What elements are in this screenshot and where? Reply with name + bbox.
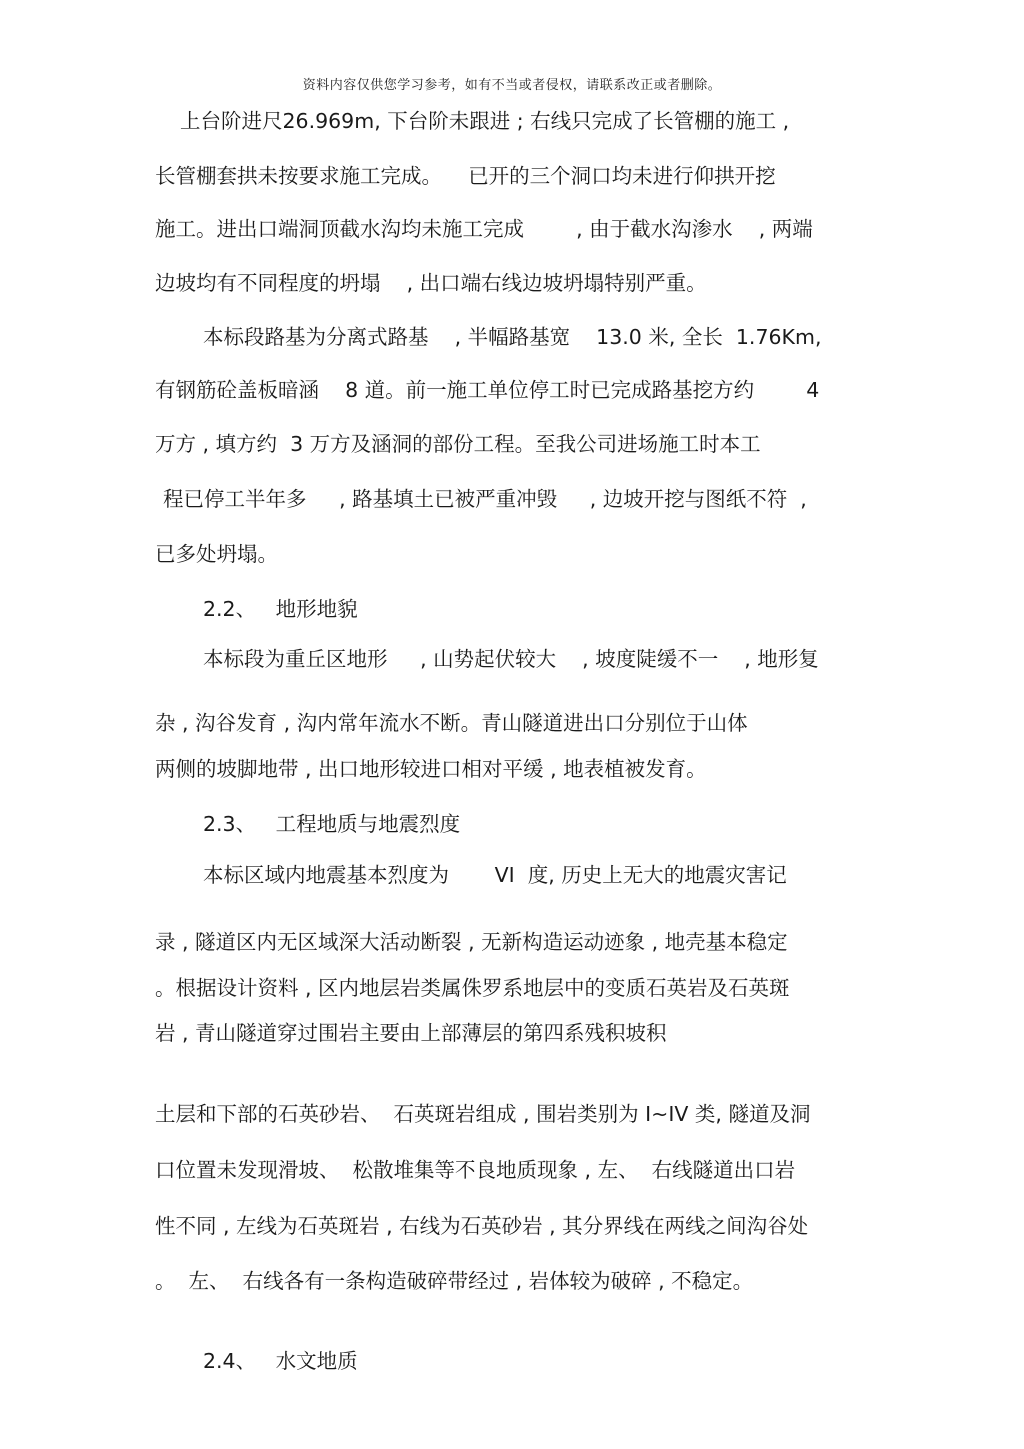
paragraph-line: 边坡均有不同程度的坍塌 , 出口端右线边坡坍塌特别严重。 [155,271,707,295]
paragraph-line: 本标段路基为分离式路基 , 半幅路基宽 13.0 米, 全长 1.76Km, [203,325,822,349]
paragraph-line: 长管棚套拱未按要求施工完成。 已开的三个洞口均未进行仰拱开挖 [155,164,776,188]
header-disclaimer: 资料内容仅供您学习参考，如有不当或者侵权，请联系改正或者删除。 [302,78,722,93]
paragraph-line: 录 , 隧道区内无区域深大活动断裂 , 无新构造运动迹象 , 地壳基本稳定 [155,930,788,954]
paragraph-line: 本标区域内地震基本烈度为 VI 度, 历史上无大的地震灾害记 [203,863,787,887]
paragraph-line: 。 左、 右线各有一条构造破碎带经过 , 岩体较为破碎 , 不稳定。 [155,1269,754,1293]
paragraph-line: 口位置未发现滑坡、 松散堆集等不良地质现象 , 左、 右线隧道出口岩 [155,1158,796,1182]
paragraph-line: 有钢筋砼盖板暗涵 8 道。前一施工单位停工时已完成路基挖方约 4 [155,378,820,402]
paragraph-line: 本标段为重丘区地形 , 山势起伏较大 , 坡度陡缓不一 , 地形复 [203,647,819,671]
paragraph-line: 两侧的坡脚地带 , 出口地形较进口相对平缓 , 地表植被发育。 [155,757,707,781]
section-heading-2-2: 2.2、 地形地貌 [203,597,358,621]
paragraph-line: 土层和下部的石英砂岩、 石英斑岩组成 , 围岩类别为 I~IV 类, 隧道及洞 [155,1102,811,1126]
paragraph-line: 已多处坍塌。 [155,542,278,566]
paragraph-line: 施工。进出口端洞顶截水沟均未施工完成 , 由于截水沟渗水 , 两端 [155,217,813,241]
paragraph-line: 万方 , 填方约 3 万方及涵洞的部份工程。至我公司进场施工时本工 [155,432,761,456]
section-heading-2-3: 2.3、 工程地质与地震烈度 [203,812,461,836]
paragraph-line: 上台阶进尺26.969m, 下台阶未跟进 ; 右线只完成了长管棚的施工 , [180,109,790,133]
paragraph-line: 岩 , 青山隧道穿过围岩主要由上部薄层的第四系残积坡积 [155,1021,667,1045]
paragraph-line: 。根据设计资料 , 区内地层岩类属侏罗系地层中的变质石英岩及石英斑 [155,976,790,1000]
paragraph-line: 性不同 , 左线为石英斑岩 , 右线为石英砂岩 , 其分界线在两线之间沟谷处 [155,1214,809,1238]
paragraph-line: 程已停工半年多 , 路基填土已被严重冲毁 , 边坡开挖与图纸不符 , [163,487,807,511]
section-heading-2-4: 2.4、 水文地质 [203,1349,358,1373]
paragraph-line: 杂 , 沟谷发育 , 沟内常年流水不断。青山隧道进出口分别位于山体 [155,711,748,735]
